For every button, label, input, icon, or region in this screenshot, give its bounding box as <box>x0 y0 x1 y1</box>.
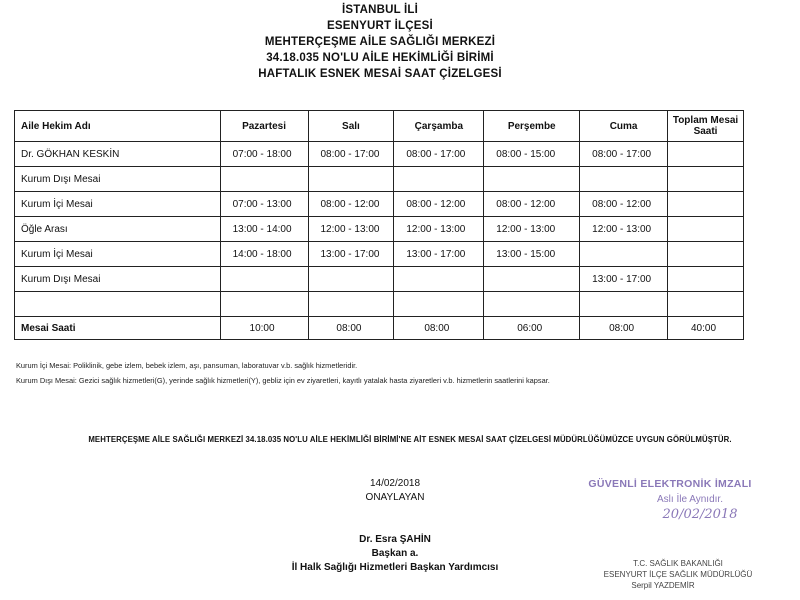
table-cell <box>308 292 394 317</box>
column-header: Cuma <box>580 111 668 142</box>
row-label: Kurum Dışı Mesai <box>15 167 221 192</box>
seal-officer: Serpil YAZDEMİR <box>631 581 695 590</box>
weekly-schedule-table <box>14 110 744 340</box>
table-cell <box>668 167 744 192</box>
table-cell <box>394 292 484 317</box>
total-cell: 08:00 <box>308 317 394 340</box>
table-cell: 14:00 - 18:00 <box>220 242 308 267</box>
column-header: Çarşamba <box>394 111 484 142</box>
signatory-title: İl Halk Sağlığı Hizmetleri Başkan Yardımcısı <box>291 562 499 573</box>
electronic-signature-stamp <box>560 478 780 522</box>
approval-statement: MEHTERÇEŞME AİLE SAĞLIĞI MERKEZİ 34.18.035 NO'LU AİLE HEKİMLİĞİ BİRİMİ'NE AİT ESNEK MESAİ SAAT ÇİZELGESİ MÜDÜRLÜĞÜMÜZCE UYGUN GÖRÜLMÜŞTÜR. <box>88 435 732 444</box>
table-cell <box>668 217 744 242</box>
table-cell <box>308 167 394 192</box>
table-cell <box>220 267 308 292</box>
table-row <box>15 217 744 242</box>
table-cell: 13:00 - 14:00 <box>220 217 308 242</box>
table-cell <box>668 267 744 292</box>
table-cell: 13:00 - 17:00 <box>394 242 484 267</box>
table-cell: 07:00 - 13:00 <box>220 192 308 217</box>
table-cell: 08:00 - 17:00 <box>308 142 394 167</box>
row-label: Öğle Arası <box>15 217 221 242</box>
table-cell: 08:00 - 15:00 <box>484 142 580 167</box>
approval-date: 14/02/2018 <box>369 478 421 489</box>
table-cell: 08:00 - 12:00 <box>308 192 394 217</box>
table-cell: 08:00 - 12:00 <box>580 192 668 217</box>
table-cell <box>668 242 744 267</box>
table-cell <box>580 292 668 317</box>
official-seal <box>578 558 778 591</box>
table-cell: 08:00 - 17:00 <box>580 142 668 167</box>
table-row <box>15 192 744 217</box>
table-cell <box>220 167 308 192</box>
table-cell: 12:00 - 13:00 <box>580 217 668 242</box>
table-cell: 07:00 - 18:00 <box>220 142 308 167</box>
stamp-handwritten-date: 20/02/2018 <box>662 507 738 522</box>
header-health-center: MEHTERÇEŞME AİLE SAĞLIĞI MERKEZİ <box>264 36 496 48</box>
table-cell <box>484 292 580 317</box>
footnote-internal-duty: Kurum İçi Mesai: Poliklinik, gebe izlem, bebek izlem, aşı, pansuman, laboratuvar v.b. sağlık hizmetleridir. <box>16 361 358 370</box>
approval-status: ONAYLAYAN <box>365 492 425 503</box>
row-label: Dr. GÖKHAN KESKİN <box>15 142 221 167</box>
table-cell <box>484 267 580 292</box>
row-label: Kurum İçi Mesai <box>15 192 221 217</box>
table-row <box>15 167 744 192</box>
total-hours-row <box>15 317 744 340</box>
total-cell: 08:00 <box>580 317 668 340</box>
table-cell <box>580 167 668 192</box>
total-cell: 06:00 <box>484 317 580 340</box>
table-row <box>15 292 744 317</box>
table-cell <box>484 167 580 192</box>
table-cell <box>580 242 668 267</box>
total-cell: 08:00 <box>394 317 484 340</box>
footnote-external-duty: Kurum Dışı Mesai: Gezici sağlık hizmetleri(G), yerinde sağlık hizmetleri(Y), gebliz için ev ziyaretleri, kayıtlı yatalak hasta ziyaretleri v.b. hizmetlerin saatlerini kapsar. <box>16 376 550 385</box>
column-header: Toplam Mesai Saati <box>668 111 744 142</box>
row-label: Kurum Dışı Mesai <box>15 267 221 292</box>
header-district: ESENYURT İLÇESİ <box>327 20 433 32</box>
table-cell: 12:00 - 13:00 <box>394 217 484 242</box>
table-cell: 12:00 - 13:00 <box>484 217 580 242</box>
table-row <box>15 242 744 267</box>
table-header-row <box>15 111 744 142</box>
stamp-certified-copy: Aslı İle Aynıdır. <box>657 494 723 505</box>
table-row <box>15 142 744 167</box>
total-cell: 40:00 <box>668 317 744 340</box>
document-header <box>0 2 760 82</box>
signatory-name: Dr. Esra ŞAHİN <box>359 534 431 545</box>
header-province: İSTANBUL İLİ <box>341 4 419 16</box>
table-cell: 08:00 - 12:00 <box>484 192 580 217</box>
table-cell <box>220 292 308 317</box>
column-header: Salı <box>308 111 394 142</box>
table-cell: 13:00 - 17:00 <box>308 242 394 267</box>
signatory-role: Başkan a. <box>371 548 419 559</box>
header-schedule-title: HAFTALIK ESNEK MESAİ SAAT ÇİZELGESİ <box>258 68 502 80</box>
footnotes <box>16 358 550 388</box>
row-label: Kurum İçi Mesai <box>15 242 221 267</box>
total-cell: 10:00 <box>220 317 308 340</box>
row-label: Mesai Saati <box>15 317 221 340</box>
row-label <box>15 292 221 317</box>
seal-directorate: ESENYURT İLÇE SAĞLIK MÜDÜRLÜĞÜ <box>603 570 753 579</box>
table-cell <box>668 192 744 217</box>
table-cell <box>668 292 744 317</box>
table-row <box>15 267 744 292</box>
table-cell <box>668 142 744 167</box>
table-cell: 13:00 - 15:00 <box>484 242 580 267</box>
table-cell <box>394 267 484 292</box>
header-unit: 34.18.035 NO'LU AİLE HEKİMLİĞİ BİRİMİ <box>266 52 494 64</box>
table-cell: 13:00 - 17:00 <box>580 267 668 292</box>
table-cell <box>308 267 394 292</box>
table-cell <box>394 167 484 192</box>
column-header: Pazartesi <box>220 111 308 142</box>
table-cell: 08:00 - 17:00 <box>394 142 484 167</box>
table-cell: 12:00 - 13:00 <box>308 217 394 242</box>
seal-ministry: T.C. SAĞLIK BAKANLIĞI <box>633 559 723 568</box>
table-cell: 08:00 - 12:00 <box>394 192 484 217</box>
column-header: Aile Hekim Adı <box>15 111 221 142</box>
stamp-secure-signed: GÜVENLİ ELEKTRONİK İMZALI <box>588 478 752 490</box>
column-header: Perşembe <box>484 111 580 142</box>
